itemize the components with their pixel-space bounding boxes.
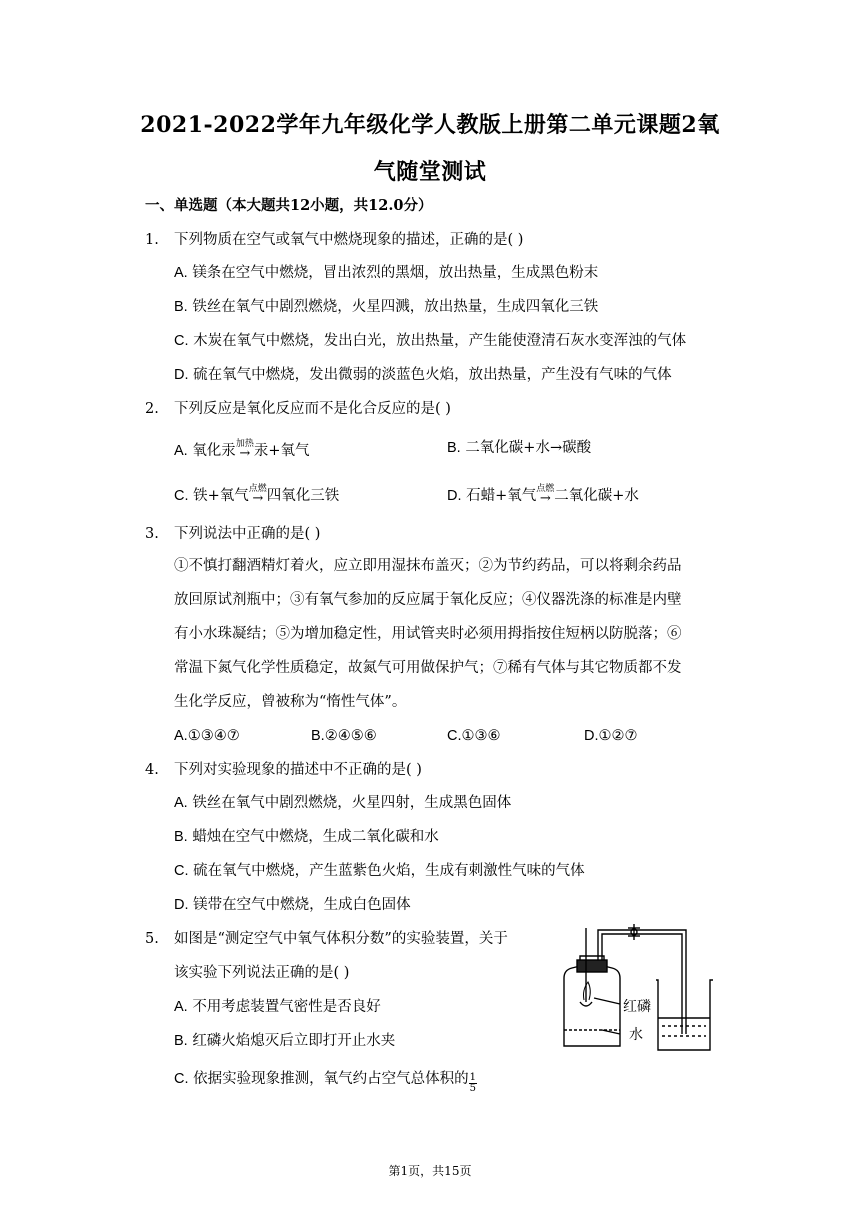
question-4-option-a: A. 铁丝在氧气中剧烈燃烧，火星四射，生成黑色固体 bbox=[174, 795, 512, 811]
question-1-option-d: D. 硫在氧气中燃烧，发出微弱的淡蓝色火焰，放出热量，产生没有气味的气体 bbox=[174, 367, 672, 383]
question-2-option-d: D. 石蜡+氧气 点燃 → 二氧化碳+水 bbox=[447, 484, 639, 506]
question-5-option-a: A. 不用考虑装置气密性是否良好 bbox=[174, 999, 381, 1015]
question-5-stem-line1: 如图是“测定空气中氧气体积分数”的实验装置，关于 bbox=[174, 931, 508, 947]
question-3-option-c: C.①③⑥ bbox=[447, 728, 501, 744]
question-1-number: 1. bbox=[145, 232, 159, 248]
question-3-body-line: 生化学反应，曾被称为“惰性气体”。 bbox=[174, 694, 407, 710]
question-2-number: 2. bbox=[145, 401, 159, 417]
fraction-one-fifth: $\frac{1}{5}$ bbox=[469, 1072, 476, 1094]
question-2-option-a: A. 氧化汞 加热 → 汞+氧气 bbox=[174, 439, 310, 461]
question-3-body-line: ①不慎打翻酒精灯着火，应立即用湿抹布盖灭；②为节约药品，可以将剩余药品 bbox=[174, 558, 682, 574]
question-4-number: 4. bbox=[145, 762, 159, 778]
question-4-option-d: D. 镁带在空气中燃烧，生成白色固体 bbox=[174, 897, 411, 913]
figure-label-phosphorus: 红磷 bbox=[623, 999, 651, 1015]
question-4-option-c: C. 硫在氧气中燃烧，产生蓝紫色火焰，生成有刺激性气味的气体 bbox=[174, 863, 585, 879]
question-3-body-line: 有小水珠凝结；⑤为增加稳定性，用试管夹时必须用拇指按住短柄以防脱落；⑥ bbox=[174, 626, 682, 642]
question-1-option-c: C. 木炭在氧气中燃烧，发出白光，放出热量，产生能使澄清石灰水变浑浊的气体 bbox=[174, 333, 687, 349]
question-1-stem: 下列物质在空气或氧气中燃烧现象的描述，正确的是( ) bbox=[174, 232, 524, 248]
question-3-body-line: 放回原试剂瓶中；③有氧气参加的反应属于氧化反应；④仪器洗涤的标准是内壁 bbox=[174, 592, 682, 608]
question-1-option-a: A. 镁条在空气中燃烧，冒出浓烈的黑烟，放出热量，生成黑色粉末 bbox=[174, 265, 599, 281]
question-3-stem: 下列说法中正确的是( ) bbox=[174, 526, 321, 542]
question-5-option-b: B. 红磷火焰熄灭后立即打开止水夹 bbox=[174, 1033, 396, 1049]
question-3-option-d: D.①②⑦ bbox=[584, 728, 638, 744]
question-4-stem: 下列对实验现象的描述中不正确的是( ) bbox=[174, 762, 422, 778]
question-3-number: 3. bbox=[145, 526, 159, 542]
document-title-line2: 气随堂测试 bbox=[373, 159, 487, 185]
question-1-option-b: B. 铁丝在氧气中剧烈燃烧，火星四溅，放出热量，生成四氧化三铁 bbox=[174, 299, 599, 315]
question-5-stem-line2: 该实验下列说法正确的是( ) bbox=[174, 965, 350, 981]
document-title-line1: 2021-2022学年九年级化学人教版上册第二单元课题2氧 bbox=[140, 112, 720, 138]
figure-label-water: 水 bbox=[629, 1027, 643, 1043]
page-footer: 第1页，共15页 bbox=[388, 1164, 472, 1178]
question-2-stem: 下列反应是氧化反应而不是化合反应的是( ) bbox=[174, 401, 451, 417]
question-5-option-c: C. 依据实验现象推测，氧气约占空气总体积的 $\frac{1}{5}$ bbox=[174, 1071, 476, 1094]
question-3-body-line: 常温下氮气化学性质稳定，故氮气可用做保护气；⑦稀有气体与其它物质都不发 bbox=[174, 660, 682, 676]
question-2-option-c: C. 铁+氧气 点燃 → 四氧化三铁 bbox=[174, 484, 340, 506]
question-3-option-a: A.①③④⑦ bbox=[174, 728, 240, 744]
question-3-option-b: B.②④⑤⑥ bbox=[311, 728, 377, 744]
section-heading: 一、单选题（本大题共12小题，共12.0分） bbox=[145, 197, 433, 214]
question-5-number: 5. bbox=[145, 931, 159, 947]
question-2-option-b: B. 二氧化碳+水→碳酸 bbox=[447, 440, 592, 456]
question-4-option-b: B. 蜡烛在空气中燃烧，生成二氧化碳和水 bbox=[174, 829, 439, 845]
